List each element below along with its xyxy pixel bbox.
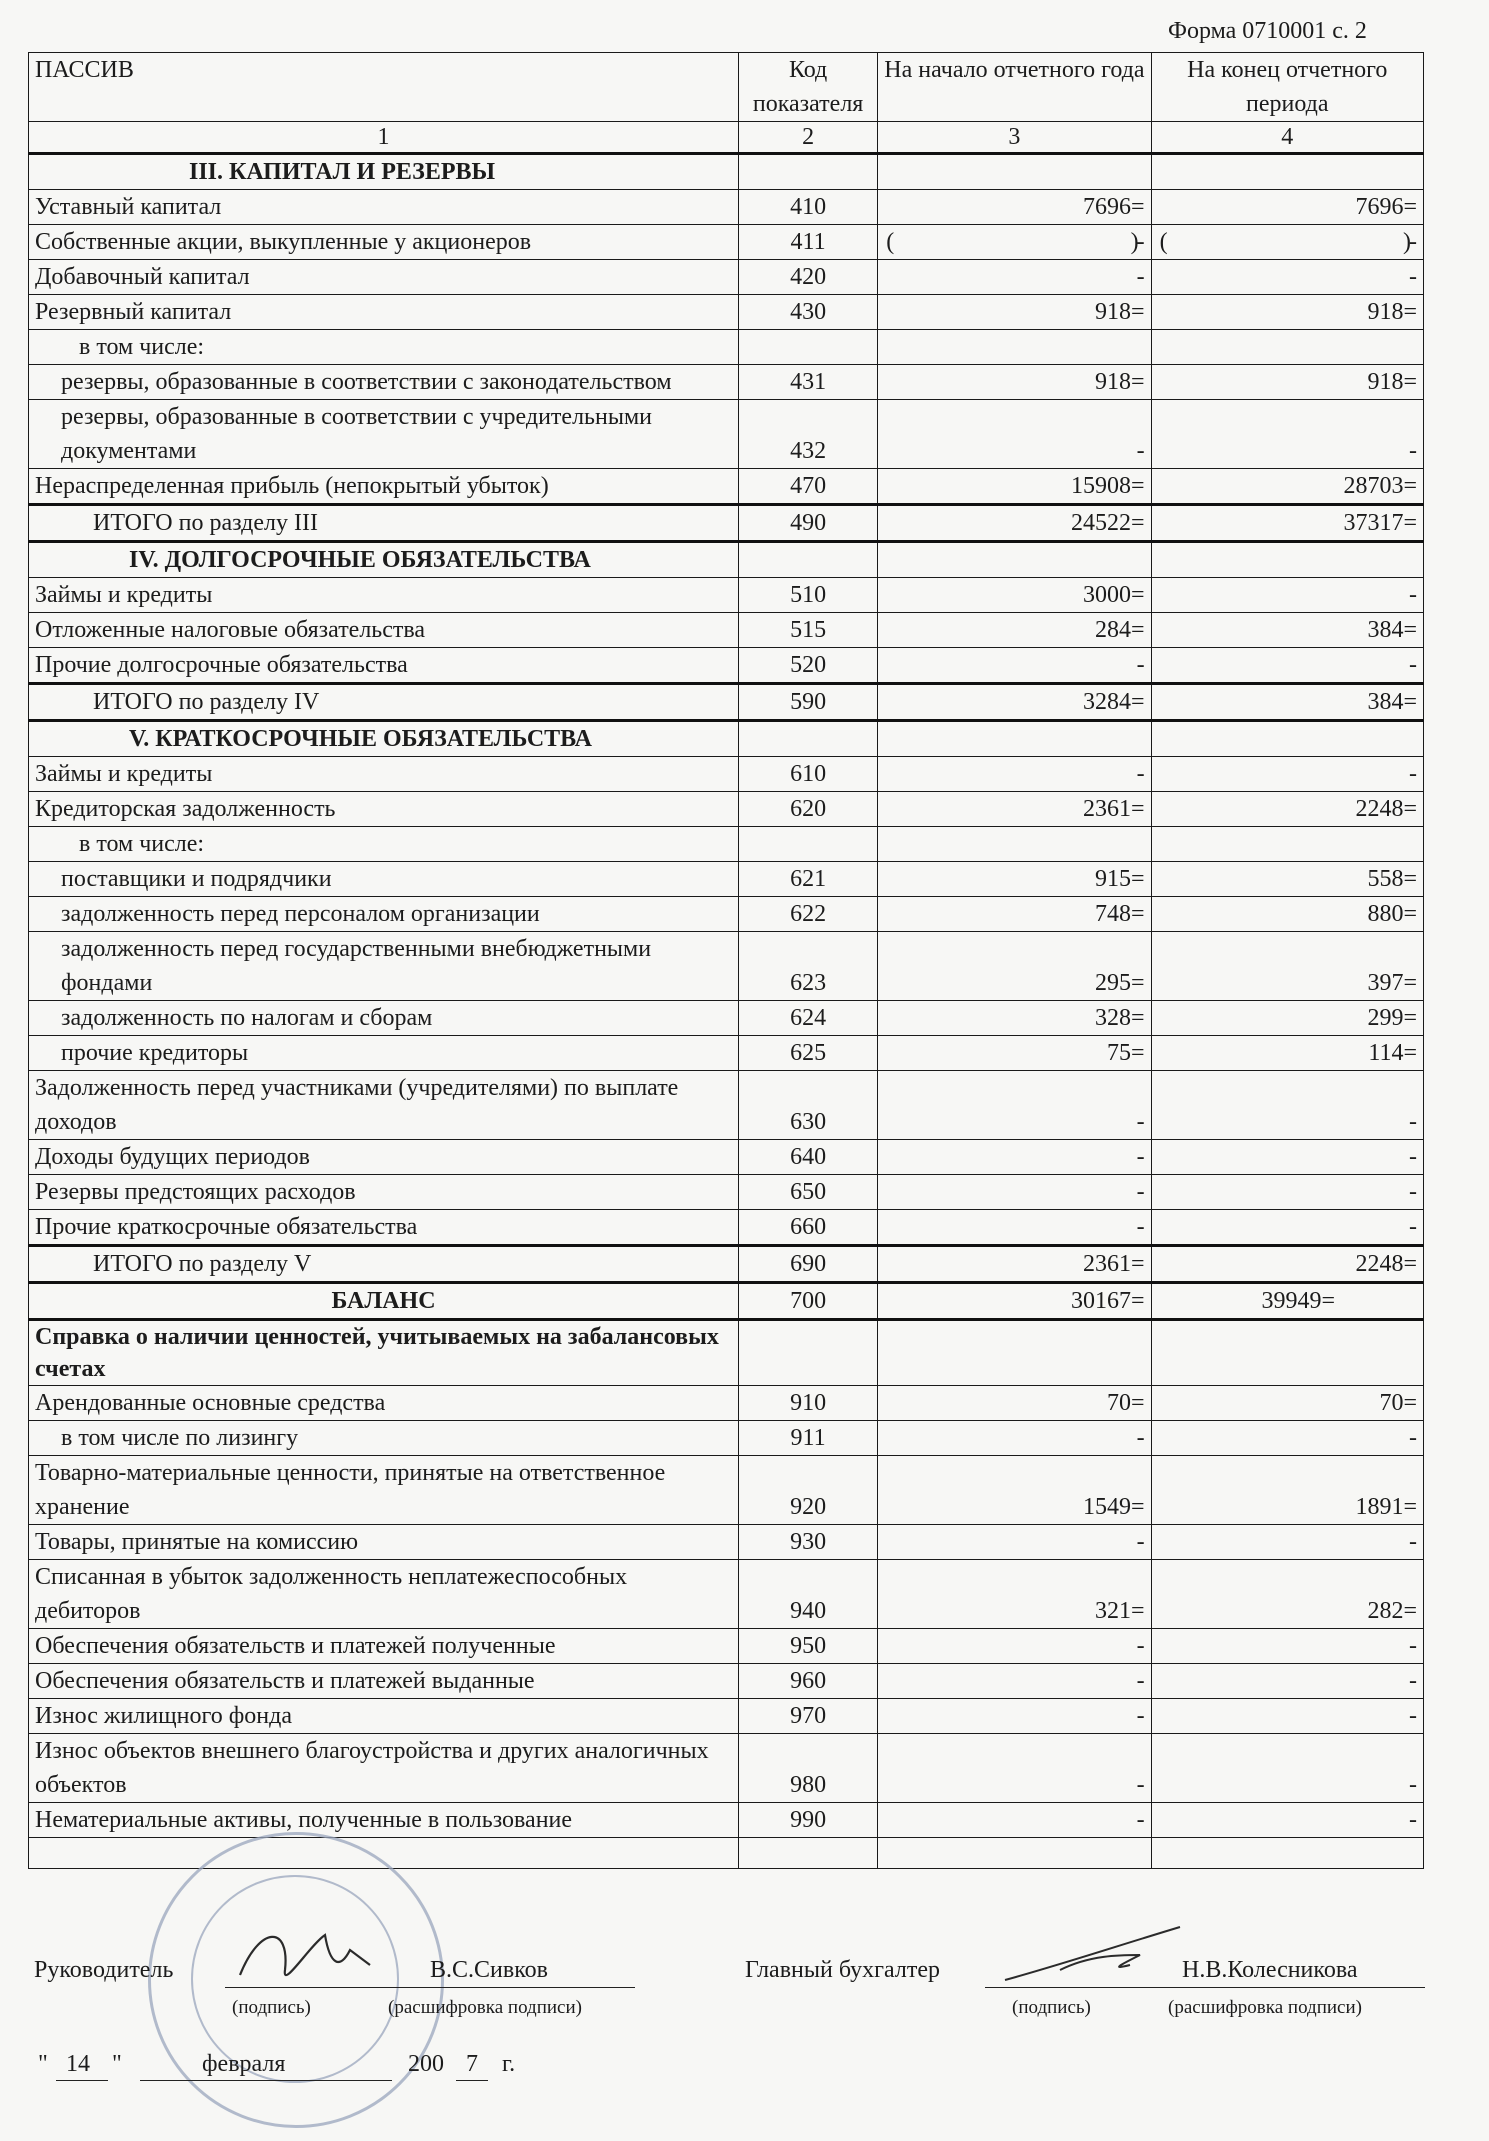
section-title: IV. ДОЛГОСРОЧНЫЕ ОБЯЗАТЕЛЬСТВА xyxy=(29,542,739,578)
table-row xyxy=(29,295,1424,330)
row-code: 610 xyxy=(739,757,878,792)
accountant-signature-caption: (подпись) xyxy=(1012,1997,1091,2018)
value-start xyxy=(878,721,1151,757)
row-label: в том числе по лизингу xyxy=(29,1421,739,1456)
date-year-unit: г. xyxy=(502,2051,516,2077)
section-heading xyxy=(29,154,1424,190)
table-row xyxy=(29,932,1424,1001)
row-code: 520 xyxy=(739,648,878,684)
value-end: 558= xyxy=(1151,862,1423,897)
table-row xyxy=(29,792,1424,827)
row-code: 660 xyxy=(739,1210,878,1246)
row-code: 431 xyxy=(739,365,878,400)
date-year-line xyxy=(456,2080,488,2081)
row-code xyxy=(739,542,878,578)
table-row xyxy=(29,365,1424,400)
value-end: 918= xyxy=(1151,365,1423,400)
row-code: 470 xyxy=(739,469,878,505)
row-label: задолженность перед государственными внебюджетными фондами xyxy=(29,932,739,1001)
date-day: 14 xyxy=(66,2051,90,2077)
value-start: - xyxy=(878,1699,1151,1734)
head-signature-scribble xyxy=(230,1915,380,1995)
value-end: - xyxy=(1151,1210,1423,1246)
value-end: 39949= xyxy=(1151,1283,1423,1320)
row-label: Износ объектов внешнего благоустройства и других аналогичных объектов xyxy=(29,1734,739,1803)
table-row xyxy=(29,1001,1424,1036)
row-code: 930 xyxy=(739,1525,878,1560)
date-year-suffix: 7 xyxy=(466,2051,478,2077)
row-label: Товарно-материальные ценности, принятые на ответственное хранение xyxy=(29,1456,739,1525)
table-row xyxy=(29,613,1424,648)
table-row xyxy=(29,827,1424,862)
row-code: 920 xyxy=(739,1456,878,1525)
value-start: - xyxy=(878,648,1151,684)
table-header-row xyxy=(29,53,1424,122)
table-row xyxy=(29,1560,1424,1629)
table-row xyxy=(29,1175,1424,1210)
value-start: 75= xyxy=(878,1036,1151,1071)
value-end xyxy=(1151,1838,1423,1869)
table-row xyxy=(29,1699,1424,1734)
row-code: 430 xyxy=(739,295,878,330)
head-decoding-caption: (расшифровка подписи) xyxy=(388,1997,582,2018)
table-row xyxy=(29,757,1424,792)
row-code xyxy=(739,827,878,862)
date-year-prefix: 200 xyxy=(408,2051,444,2077)
row-label: ИТОГО по разделу III xyxy=(29,505,739,542)
form-number: Форма 0710001 с. 2 xyxy=(1168,18,1367,44)
row-code: 940 xyxy=(739,1560,878,1629)
date-month-line xyxy=(140,2080,392,2081)
row-code: 590 xyxy=(739,684,878,721)
row-code: 432 xyxy=(739,400,878,469)
value-start: - xyxy=(878,1664,1151,1699)
paren-open: ( xyxy=(886,229,895,255)
row-code: 950 xyxy=(739,1629,878,1664)
value-start: 2361= xyxy=(878,1246,1151,1283)
date-quote-open: " xyxy=(38,2051,48,2077)
row-code: 630 xyxy=(739,1071,878,1140)
value-end-text: - xyxy=(1409,229,1417,255)
row-label: задолженность перед персоналом организации xyxy=(29,897,739,932)
table-row xyxy=(29,1036,1424,1071)
value-start: 24522= xyxy=(878,505,1151,542)
table-row xyxy=(29,1210,1424,1246)
value-start: 70= xyxy=(878,1386,1151,1421)
row-label: Списанная в убыток задолженность неплатежеспособных дебиторов xyxy=(29,1560,739,1629)
table-row xyxy=(29,1140,1424,1175)
row-code: 620 xyxy=(739,792,878,827)
table-row xyxy=(29,330,1424,365)
section-title: III. КАПИТАЛ И РЕЗЕРВЫ xyxy=(29,154,739,190)
row-code: 700 xyxy=(739,1283,878,1320)
row-label: Арендованные основные средства xyxy=(29,1386,739,1421)
col-header-start: На начало отчетного года xyxy=(878,53,1151,122)
value-start: - xyxy=(878,1734,1151,1803)
value-end: 1891= xyxy=(1151,1456,1423,1525)
value-start: - xyxy=(878,1210,1151,1246)
value-end: - xyxy=(1151,578,1423,613)
value-start: - xyxy=(878,757,1151,792)
col-number: 4 xyxy=(1151,122,1423,154)
value-end: 7696= xyxy=(1151,190,1423,225)
value-start: 30167= xyxy=(878,1283,1151,1320)
col-header-liabilities: ПАССИВ xyxy=(29,53,739,122)
row-label: резервы, образованные в соответствии с учредительными документами xyxy=(29,400,739,469)
total-row xyxy=(29,1246,1424,1283)
row-label: Собственные акции, выкупленные у акционеров xyxy=(29,225,739,260)
date-quote-close: " xyxy=(112,2051,122,2077)
row-code: 624 xyxy=(739,1001,878,1036)
value-start: 295= xyxy=(878,932,1151,1001)
row-code: 515 xyxy=(739,613,878,648)
value-start: - xyxy=(878,1421,1151,1456)
row-label: резервы, образованные в соответствии с законодательством xyxy=(29,365,739,400)
table-row xyxy=(29,578,1424,613)
value-end: - xyxy=(1151,1525,1423,1560)
row-label: Нераспределенная прибыль (непокрытый убыток) xyxy=(29,469,739,505)
row-code: 990 xyxy=(739,1803,878,1838)
value-end: 384= xyxy=(1151,684,1423,721)
table-row xyxy=(29,1386,1424,1421)
col-header-code: Код показателя xyxy=(739,53,878,122)
row-code: 690 xyxy=(739,1246,878,1283)
row-code: 623 xyxy=(739,932,878,1001)
row-label: Резервный капитал xyxy=(29,295,739,330)
value-end: 282= xyxy=(1151,1560,1423,1629)
total-row xyxy=(29,505,1424,542)
table-row xyxy=(29,260,1424,295)
row-label: Займы и кредиты xyxy=(29,757,739,792)
table-row xyxy=(29,1421,1424,1456)
off-balance-heading xyxy=(29,1320,1424,1386)
value-start: 915= xyxy=(878,862,1151,897)
value-end xyxy=(1151,721,1423,757)
value-end xyxy=(1151,330,1423,365)
row-label: Износ жилищного фонда xyxy=(29,1699,739,1734)
section-heading xyxy=(29,721,1424,757)
value-start: 3284= xyxy=(878,684,1151,721)
row-label: БАЛАНС xyxy=(29,1283,739,1320)
row-label: прочие кредиторы xyxy=(29,1036,739,1071)
row-code: 420 xyxy=(739,260,878,295)
chief-accountant-label: Главный бухгалтер xyxy=(745,1957,940,1983)
row-code: 490 xyxy=(739,505,878,542)
value-end: 880= xyxy=(1151,897,1423,932)
table-row xyxy=(29,897,1424,932)
value-start xyxy=(878,225,1151,260)
value-start: - xyxy=(878,260,1151,295)
value-end: - xyxy=(1151,757,1423,792)
row-label: Задолженность перед участниками (учредителями) по выплате доходов xyxy=(29,1071,739,1140)
value-end: - xyxy=(1151,1140,1423,1175)
section-title: Справка о наличии ценностей, учитываемых на забалансовых счетах xyxy=(29,1320,739,1386)
value-end xyxy=(1151,154,1423,190)
row-code: 960 xyxy=(739,1664,878,1699)
row-label: ИТОГО по разделу V xyxy=(29,1246,739,1283)
value-start: - xyxy=(878,1175,1151,1210)
table-row xyxy=(29,1525,1424,1560)
row-code: 410 xyxy=(739,190,878,225)
value-start: 918= xyxy=(878,365,1151,400)
date-day-line xyxy=(56,2080,108,2081)
head-signature-caption: (подпись) xyxy=(232,1997,311,2018)
value-start xyxy=(878,1320,1151,1386)
row-code xyxy=(739,721,878,757)
paren-close: ) xyxy=(1403,229,1411,255)
table-row xyxy=(29,190,1424,225)
value-end: 918= xyxy=(1151,295,1423,330)
value-end: - xyxy=(1151,1629,1423,1664)
head-label: Руководитель xyxy=(34,1957,174,1983)
row-code xyxy=(739,330,878,365)
value-end: 397= xyxy=(1151,932,1423,1001)
row-label: Товары, принятые на комиссию xyxy=(29,1525,739,1560)
value-start: - xyxy=(878,400,1151,469)
row-code: 510 xyxy=(739,578,878,613)
value-end xyxy=(1151,1320,1423,1386)
row-label: Займы и кредиты xyxy=(29,578,739,613)
value-start xyxy=(878,827,1151,862)
value-start: - xyxy=(878,1140,1151,1175)
value-start: - xyxy=(878,1803,1151,1838)
row-label: Уставный капитал xyxy=(29,190,739,225)
value-end: - xyxy=(1151,400,1423,469)
paren-close: ) xyxy=(1130,229,1139,255)
value-start-text: - xyxy=(1136,229,1145,255)
column-numbers-row xyxy=(29,122,1424,154)
table-row xyxy=(29,1456,1424,1525)
row-label: Резервы предстоящих расходов xyxy=(29,1175,739,1210)
value-end: 384= xyxy=(1151,613,1423,648)
value-start xyxy=(878,330,1151,365)
value-start: - xyxy=(878,1525,1151,1560)
row-code: 625 xyxy=(739,1036,878,1071)
row-code: 622 xyxy=(739,897,878,932)
col-header-end: На конец отчетного периода xyxy=(1151,53,1423,122)
value-end: - xyxy=(1151,1734,1423,1803)
value-start xyxy=(878,1838,1151,1869)
col-number: 3 xyxy=(878,122,1151,154)
value-end: - xyxy=(1151,1803,1423,1838)
head-name: В.С.Сивков xyxy=(430,1957,548,1983)
value-start: - xyxy=(878,1629,1151,1664)
table-row xyxy=(29,1629,1424,1664)
row-label: Прочие долгосрочные обязательства xyxy=(29,648,739,684)
value-start: - xyxy=(878,1071,1151,1140)
value-start: 7696= xyxy=(878,190,1151,225)
table-row xyxy=(29,1803,1424,1838)
value-end: 37317= xyxy=(1151,505,1423,542)
table-row xyxy=(29,469,1424,505)
col-number: 1 xyxy=(29,122,739,154)
value-start: 1549= xyxy=(878,1456,1151,1525)
row-label: в том числе: xyxy=(29,330,739,365)
paren-open: ( xyxy=(1159,229,1168,255)
row-label: ИТОГО по разделу IV xyxy=(29,684,739,721)
row-code: 650 xyxy=(739,1175,878,1210)
row-code: 911 xyxy=(739,1421,878,1456)
accountant-signature-line xyxy=(985,1987,1425,1988)
row-label: Доходы будущих периодов xyxy=(29,1140,739,1175)
table-row xyxy=(29,225,1424,260)
table-row xyxy=(29,862,1424,897)
value-end: - xyxy=(1151,1421,1423,1456)
value-end: 299= xyxy=(1151,1001,1423,1036)
value-end: - xyxy=(1151,648,1423,684)
row-code: 621 xyxy=(739,862,878,897)
date-month: февраля xyxy=(202,2051,286,2077)
table-row xyxy=(29,1664,1424,1699)
section-heading xyxy=(29,542,1424,578)
value-end xyxy=(1151,827,1423,862)
row-label: Добавочный капитал xyxy=(29,260,739,295)
value-start: 321= xyxy=(878,1560,1151,1629)
total-row xyxy=(29,684,1424,721)
value-end xyxy=(1151,542,1423,578)
row-label: Обеспечения обязательств и платежей полученные xyxy=(29,1629,739,1664)
section-title: V. КРАТКОСРОЧНЫЕ ОБЯЗАТЕЛЬСТВА xyxy=(29,721,739,757)
row-code xyxy=(739,1320,878,1386)
value-start: 284= xyxy=(878,613,1151,648)
value-end: - xyxy=(1151,1175,1423,1210)
table-row xyxy=(29,648,1424,684)
value-start: 918= xyxy=(878,295,1151,330)
value-start xyxy=(878,154,1151,190)
value-end: 2248= xyxy=(1151,792,1423,827)
value-end: 114= xyxy=(1151,1036,1423,1071)
table-row xyxy=(29,400,1424,469)
row-label: в том числе: xyxy=(29,827,739,862)
value-end: - xyxy=(1151,1699,1423,1734)
row-code xyxy=(739,1838,878,1869)
value-end: - xyxy=(1151,1071,1423,1140)
value-start: 328= xyxy=(878,1001,1151,1036)
value-end xyxy=(1151,225,1423,260)
value-end: 28703= xyxy=(1151,469,1423,505)
row-code: 910 xyxy=(739,1386,878,1421)
col-number: 2 xyxy=(739,122,878,154)
value-start: 2361= xyxy=(878,792,1151,827)
value-start: 15908= xyxy=(878,469,1151,505)
value-start: 748= xyxy=(878,897,1151,932)
table-row xyxy=(29,1071,1424,1140)
row-label: Отложенные налоговые обязательства xyxy=(29,613,739,648)
value-end: - xyxy=(1151,1664,1423,1699)
row-code: 980 xyxy=(739,1734,878,1803)
row-label: задолженность по налогам и сборам xyxy=(29,1001,739,1036)
balance-liabilities-table xyxy=(28,52,1424,1869)
row-code: 970 xyxy=(739,1699,878,1734)
row-code xyxy=(739,154,878,190)
table-row xyxy=(29,1734,1424,1803)
row-label: Прочие краткосрочные обязательства xyxy=(29,1210,739,1246)
row-label: Обеспечения обязательств и платежей выданные xyxy=(29,1664,739,1699)
row-code: 411 xyxy=(739,225,878,260)
row-label: поставщики и подрядчики xyxy=(29,862,739,897)
value-end: - xyxy=(1151,260,1423,295)
row-label: Кредиторская задолженность xyxy=(29,792,739,827)
accountant-signature-scribble xyxy=(1000,1925,1200,1985)
row-code: 640 xyxy=(739,1140,878,1175)
value-end: 70= xyxy=(1151,1386,1423,1421)
balance-total-row xyxy=(29,1283,1424,1320)
chief-accountant-name: Н.В.Колесникова xyxy=(1182,1957,1358,1983)
value-start: 3000= xyxy=(878,578,1151,613)
row-label: Нематериальные активы, полученные в пользование xyxy=(29,1803,739,1838)
value-start xyxy=(878,542,1151,578)
accountant-decoding-caption: (расшифровка подписи) xyxy=(1168,1997,1362,2018)
value-end: 2248= xyxy=(1151,1246,1423,1283)
